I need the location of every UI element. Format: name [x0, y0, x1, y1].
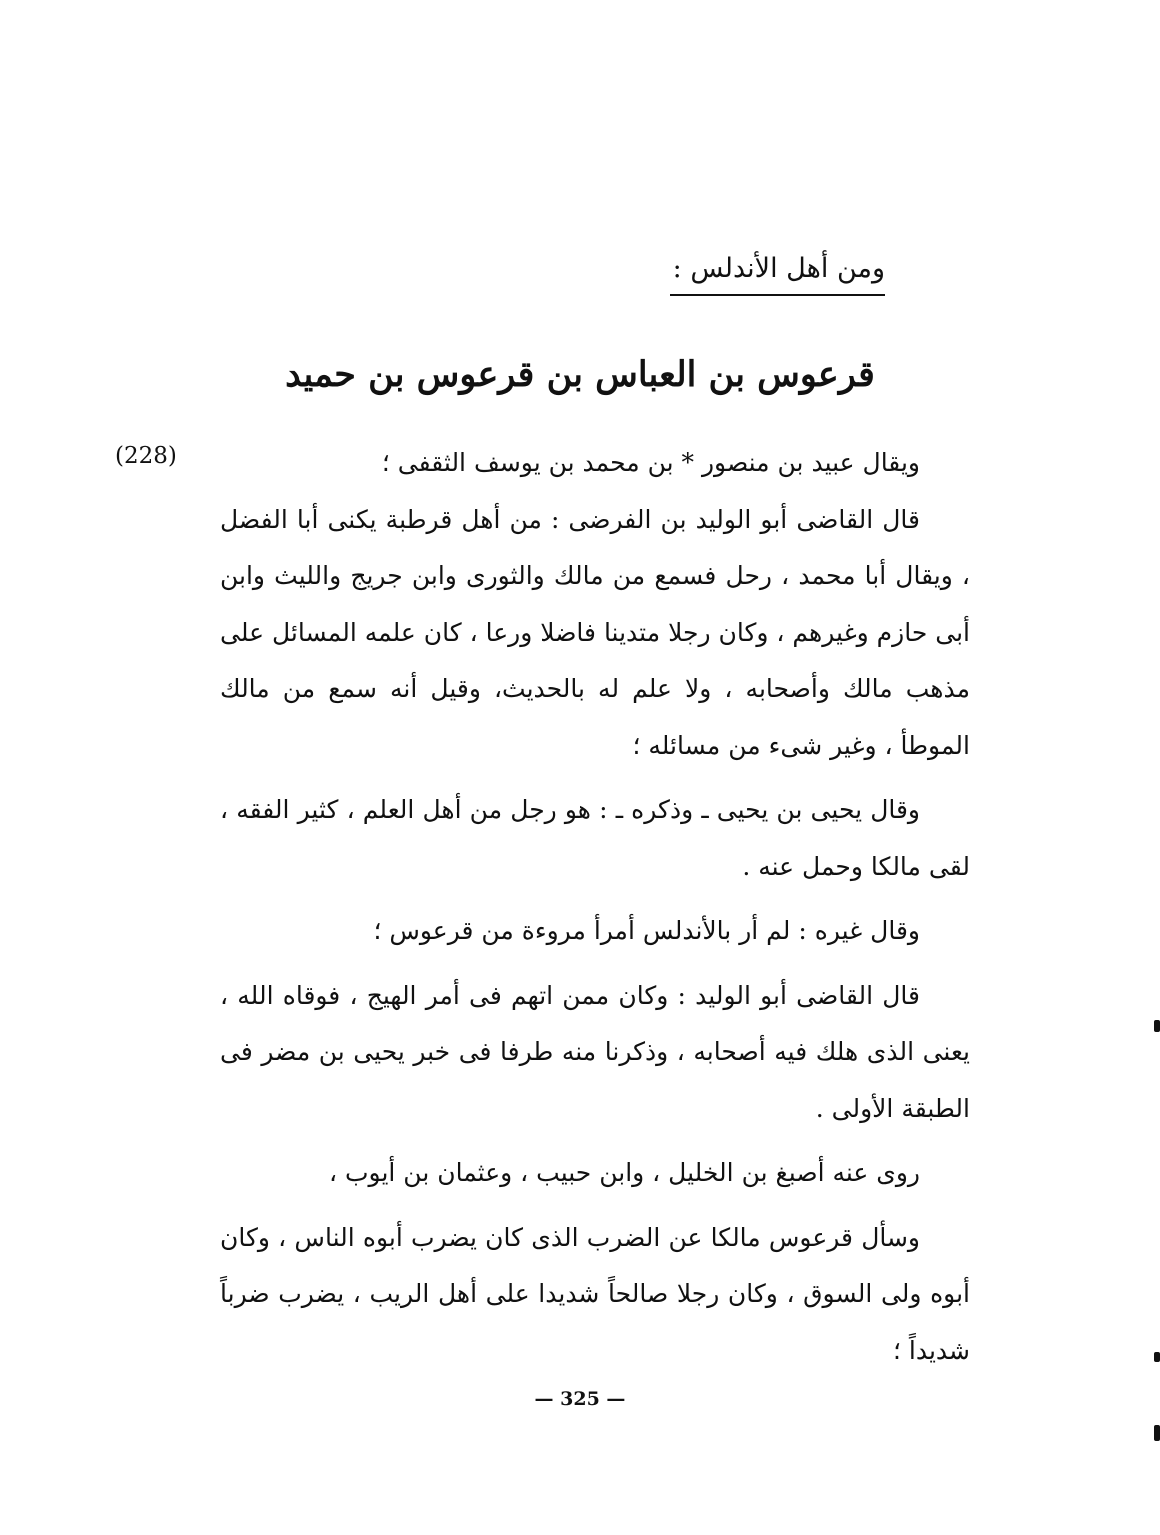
paragraph: ويقال عبيد بن منصور * بن محمد بن يوسف الثقفى ؛ [381, 448, 920, 477]
page-number: — 325 — [534, 1388, 626, 1410]
paragraph: وقال غيره : لم أر بالأندلس أمرأ مروءة من قرعوس ؛ [373, 916, 920, 945]
scan-edge-mark [1154, 1352, 1160, 1362]
paragraph: وسأل قرعوس مالكا عن الضرب الذى كان يضرب أبوه الناس ، وكان أبوه ولى السوق ، وكان رجلا صالحاً شديدا على أهل الريب ، يضرب ضرباً شديداً ؛ [220, 1222, 970, 1365]
paragraph: قال القاضى أبو الوليد بن الفرضى : من أهل قرطبة يكنى أبا الفضل ، ويقال أبا محمد ، رحل فسمع من مالك والثورى وابن جريج والليث وابن أبى حازم وغيرهم ، وكان رجلا متدينا فاضلا ورعا ، كان علمه المسائل على مذهب مالك وأصحابه ، ولا علم له بالحديث، وقيل أنه سمع من مالك الموطأ ، وغير شىء من مسائله ؛ [220, 504, 970, 760]
paragraph: وقال يحيى بن يحيى ـ وذكره ـ : هو رجل من أهل العلم ، كثير الفقه ، لقى مالكا وحمل عنه . [220, 795, 970, 881]
scan-edge-mark [1154, 1020, 1160, 1032]
section-heading: ومن أهل الأندلس : [670, 246, 885, 296]
entry-title: قرعوس بن العباس بن قرعوس بن حميد [285, 354, 875, 395]
reference-number: (228) [115, 443, 177, 469]
paragraph: قال القاضى أبو الوليد : وكان ممن اتهم فى أمر الهيج ، فوقاه الله ، يعنى الذى هلك فيه أصحابه ، وذكرنا منه طرفا فى خبر يحيى بن مضر فى الطبقة الأولى . [220, 980, 970, 1123]
body-text [220, 435, 970, 1379]
scan-edge-mark [1154, 1425, 1160, 1441]
paragraph: روى عنه أصبغ بن الخليل ، وابن حبيب ، وعثمان بن أيوب ، [328, 1158, 920, 1187]
